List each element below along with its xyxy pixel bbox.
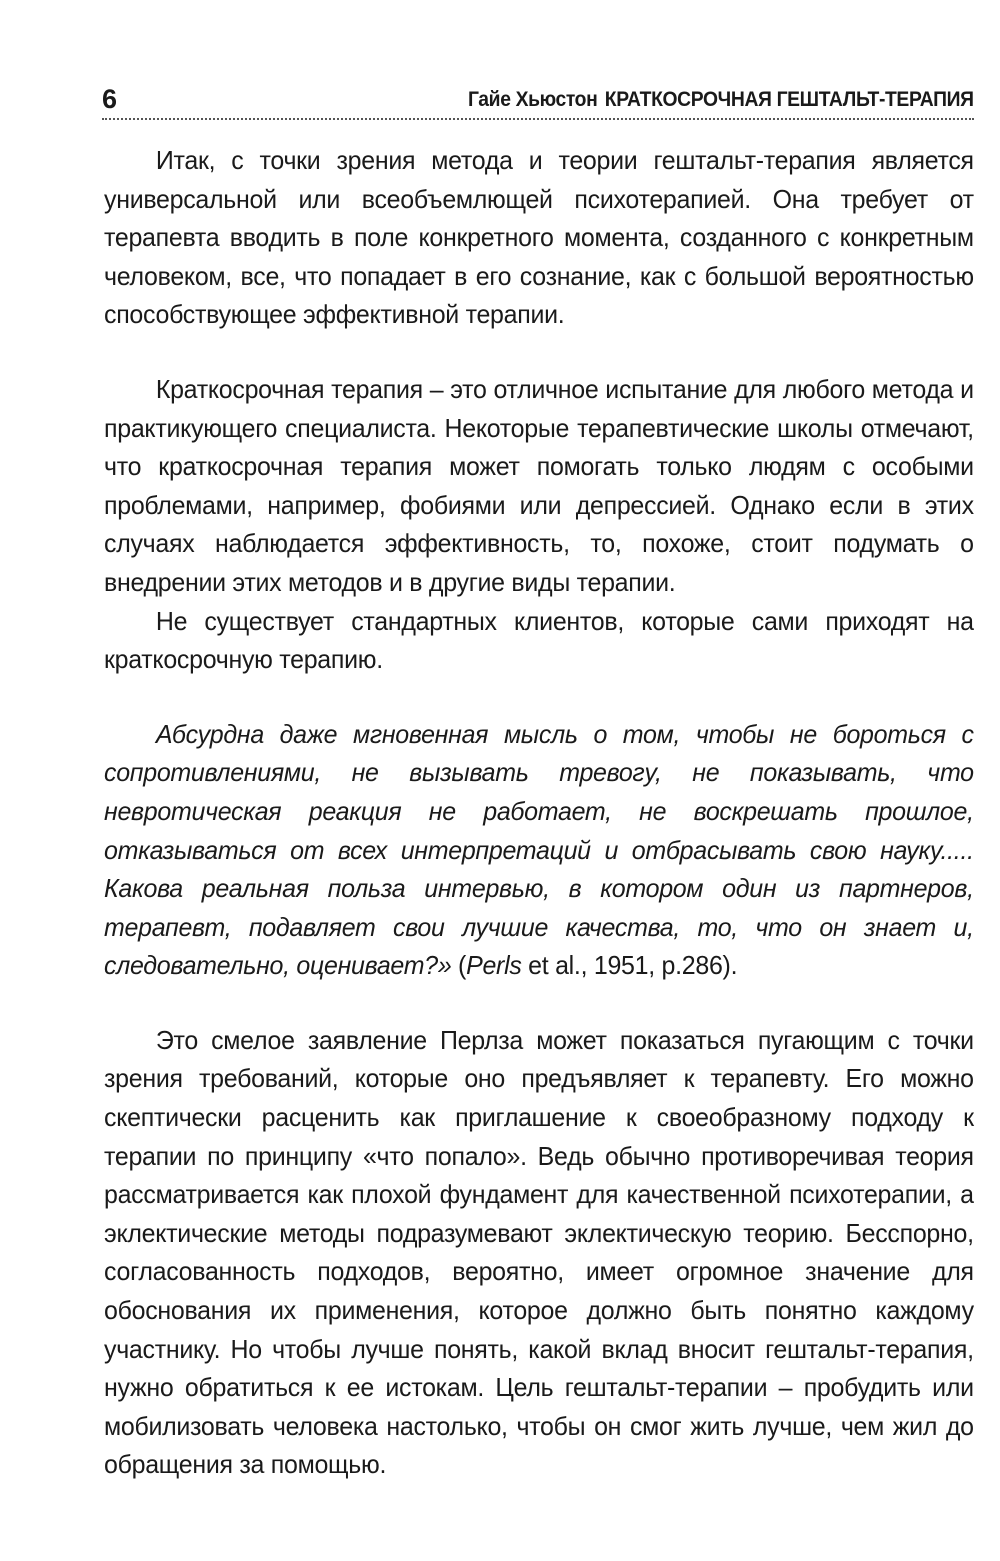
paragraph-2: Краткосрочная терапия – это отличное испытание для любого метода и практикующего специалиста. Некоторые терапевтические школы отмечают, что краткосрочная терапия может помогать только людям с особыми проблемами, например, фобиями или депрессией. Однако если в этих случаях наблюдается эффективность, то, похоже, стоит подумать о внедрении этих методов и в другие виды терапии.	[104, 373, 974, 597]
quote-text: Абсурдна даже мгновенная мысль о том, чтобы не бороться с сопротивлениями, не вызывать тревогу, не показывать, что невротическая реакция не работает, не воскрешать прошлое, отказываться от всех интерпретаций и отбрасывать свою науку..... Какова реальная польза интервью, в котором один из партнеров, терапевт, подавляет свои лучшие качества, то, что он знает и, следовательно, оценивает?»	[104, 718, 974, 981]
page-number: 6	[102, 84, 118, 114]
running-head	[468, 88, 974, 112]
citation-author: Perls	[466, 950, 522, 981]
paragraph-4: Это смелое заявление Перлза может показаться пугающим с точки зрения требований, которые оно предъявляет к терапевту. Его можно скептически расценить как приглашение к своеобразному подходу к терапии по принципу «что попало». Ведь обычно противоречивая теория рассматривается как плохой фундамент для качественной психотерапии, а эклектические методы подразумевают эклектическую теорию. Бесспорно, согласованность подходов, вероятно, имеет огромное значение для обоснования их применения, которое должно быть понятно каждому участнику. Но чтобы лучше понять, какой вклад вносит гештальт-терапия, нужно обратиться к ее истокам. Цель гештальт-терапии – пробудить или мобилизовать человека настолько, чтобы он смог жить лучше, чем жил до обращения за помощью.	[104, 1024, 974, 1480]
running-head-author: Гайе Хьюстон	[468, 88, 598, 111]
paragraph-1: Итак, с точки зрения метода и теории гештальт-терапия является универсальной или всеобъемлющей психотерапией. Она требует от терапевта вводить в поле конкретного момента, созданного с конкретным человеком, все, что попадает в его сознание, как с большой вероятностью способствующее эффективной терапии.	[104, 145, 974, 330]
page-body	[104, 141, 974, 1484]
page-header	[102, 80, 974, 120]
paragraph-3: Не существует стандартных клиентов, которые сами приходят на краткосрочную терапию.	[104, 605, 974, 675]
citation-rest: et al., 1951, p.286).	[521, 950, 738, 981]
header-dotted-rule	[102, 118, 974, 120]
block-quote	[104, 715, 974, 985]
citation-open: (	[451, 950, 467, 981]
running-head-title: КРАТКОСРОЧНАЯ ГЕШТАЛЬТ-ТЕРАПИЯ	[605, 88, 974, 111]
